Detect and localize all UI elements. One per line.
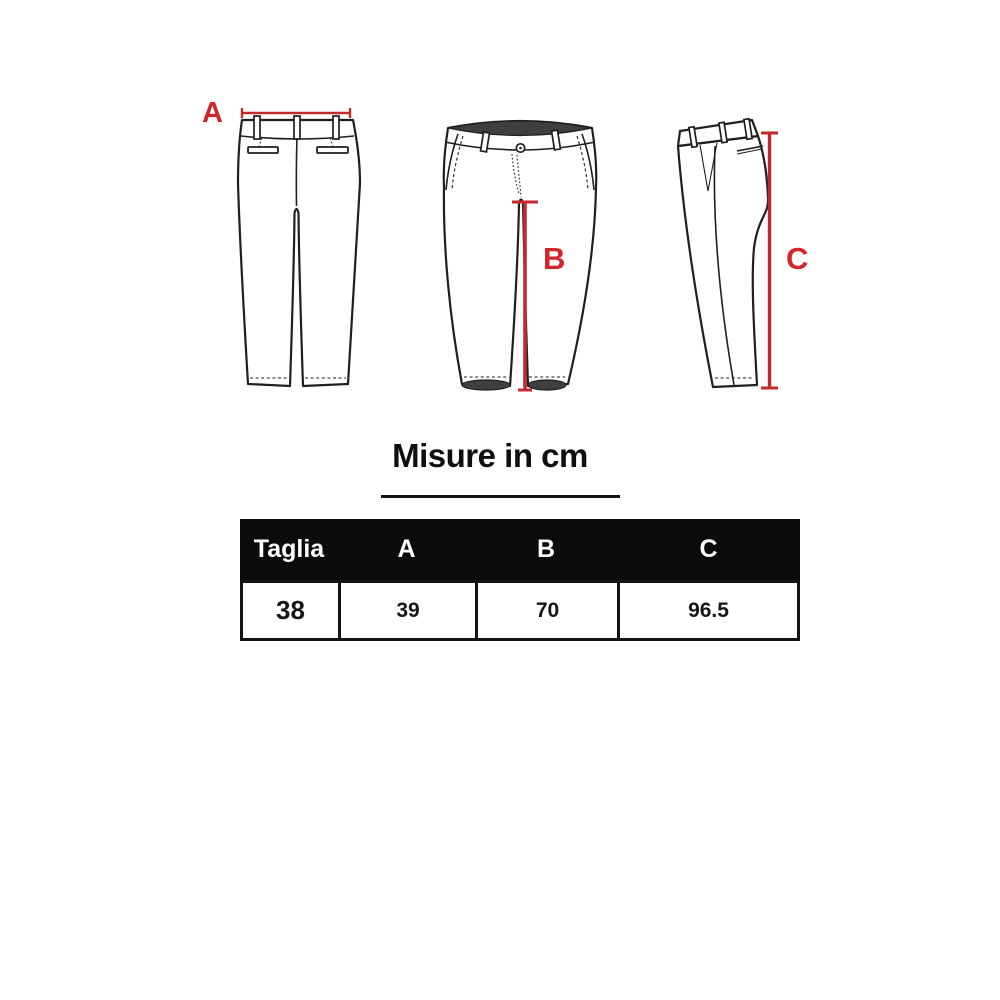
leg-opening-right bbox=[528, 380, 566, 390]
leg-opening-left bbox=[462, 380, 510, 390]
header-taglia: Taglia bbox=[253, 535, 325, 563]
belt-loop bbox=[254, 116, 260, 139]
button-hole bbox=[519, 147, 522, 150]
back-pocket-right bbox=[317, 147, 348, 153]
pants-back-view-illustration bbox=[190, 95, 375, 410]
pants-outline bbox=[238, 120, 360, 386]
header-c: C bbox=[699, 535, 718, 563]
measure-label-b: B bbox=[543, 241, 566, 276]
pants-back-view-figure bbox=[190, 95, 375, 410]
pants-outline bbox=[678, 136, 768, 387]
cell-taglia-value: 38 bbox=[276, 595, 305, 625]
cell-a-value: 39 bbox=[338, 583, 475, 638]
header-a: A bbox=[397, 535, 416, 563]
pants-front-view-figure bbox=[435, 95, 620, 410]
size-table-header-row bbox=[240, 519, 800, 580]
center-back-seam bbox=[296, 136, 297, 206]
cell-b-value: 70 bbox=[475, 583, 617, 638]
pants-outline bbox=[444, 121, 597, 386]
measure-label-c: C bbox=[786, 241, 809, 276]
belt-loop bbox=[333, 116, 339, 139]
pants-front-view-illustration bbox=[435, 95, 620, 410]
belt-loop bbox=[294, 116, 300, 139]
measure-label-a: A bbox=[202, 97, 223, 129]
back-pocket-left bbox=[248, 147, 278, 153]
cell-c-value: 96.5 bbox=[617, 583, 797, 638]
page-title: Misure in cm bbox=[392, 437, 588, 474]
header-b: B bbox=[536, 535, 556, 563]
size-table bbox=[240, 519, 800, 641]
title-underline bbox=[381, 495, 620, 498]
size-table-data-row bbox=[240, 580, 800, 641]
